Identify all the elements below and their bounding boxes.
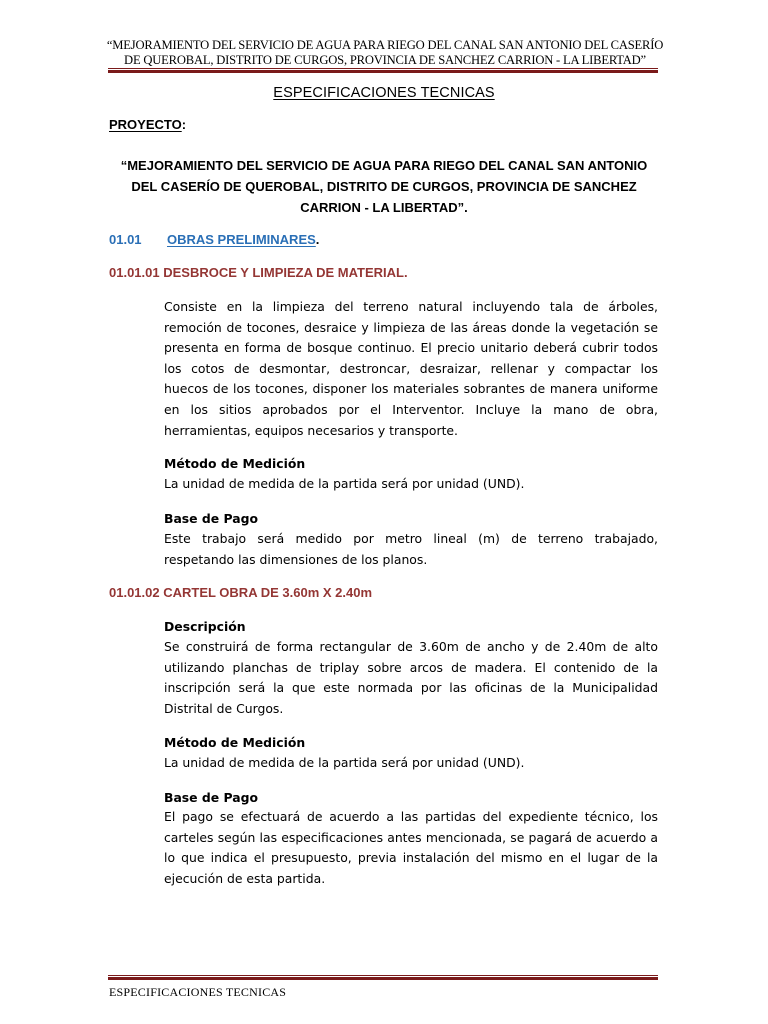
body-line: Se construirá de forma rectangular de 3.60m de ancho y de 2.40m de alto [164, 639, 658, 654]
body-line: herramientas, equipos necesarios y transporte. [164, 422, 458, 438]
item-heading-desbroce: 01.01.01 DESBROCE Y LIMPIEZA DE MATERIAL. [109, 265, 408, 280]
running-footer: ESPECIFICACIONES TECNICAS [109, 985, 287, 999]
running-header-line-2: DE QUEROBAL, DISTRITO DE CURGOS, PROVINCIA DE SANCHEZ CARRION - LA LIBERTAD” [124, 53, 646, 67]
item1-body [164, 297, 658, 441]
item2-desc-label: Descripción [164, 619, 246, 634]
footer-rule-thin [108, 975, 658, 976]
project-name [109, 155, 659, 218]
body-line: ejecución de esta partida. [164, 870, 326, 886]
item2-pago-label: Base de Pago [164, 790, 258, 805]
project-name-line: DEL CASERÍO DE QUEROBAL, DISTRITO DE CURGOS, PROVINCIA DE SANCHEZ [131, 179, 637, 194]
section-heading: 01.01 OBRAS PRELIMINARES. [109, 232, 320, 247]
body-line: en los sitios aprobados por el Interventor. Incluye la mano de obra, [164, 401, 658, 417]
body-line: los cotos de desmontar, destroncar, desraizar, rellenar y compactar los [164, 360, 658, 376]
item2-metodo-text: La unidad de medida de la partida será por unidad (UND). [164, 755, 525, 770]
body-line: carteles según las especificaciones antes mencionada, se pagará de acuerdo a [164, 829, 658, 845]
item-heading-cartel: 01.01.02 CARTEL OBRA DE 3.60m X 2.40m [109, 585, 373, 600]
body-line: Consiste en la limpieza del terreno natural incluyendo tala de árboles, [164, 299, 658, 314]
item1-pago-label: Base de Pago [164, 511, 258, 526]
project-name-line: CARRION - LA LIBERTAD”. [300, 200, 468, 215]
proyecto-label: PROYECTO: [109, 117, 187, 132]
body-line: presenta en forma de bosque continuo. El precio unitario deberá cubrir todos [164, 340, 658, 356]
body-line: Distrital de Curgos. [164, 700, 284, 716]
body-line: inscripción será la que este normada por las oficinas de la Municipalidad [164, 680, 658, 696]
page-title: ESPECIFICACIONES TECNICAS [273, 85, 495, 101]
item2-desc-text [164, 637, 658, 719]
body-line: huecos de los tocones, disponer los materiales sobrantes de manera uniforme [164, 381, 658, 397]
header-rule-thin [108, 68, 658, 69]
body-line: lo que indica el presupuesto, previa instalación del mismo en el lugar de la [164, 850, 658, 866]
footer-rule-thick [108, 977, 658, 980]
running-header-line-1: “MEJORAMIENTO DEL SERVICIO DE AGUA PARA RIEGO DEL CANAL SAN ANTONIO DEL CASERÍO [106, 38, 664, 52]
body-line: El pago se efectuará de acuerdo a las partidas del expediente técnico, los [164, 809, 658, 824]
project-name-line: “MEJORAMIENTO DEL SERVICIO DE AGUA PARA RIEGO DEL CANAL SAN ANTONIO [120, 158, 648, 173]
body-line: utilizando planchas de triplay sobre arcos de madera. El contenido de la [164, 659, 658, 675]
item1-metodo-text: La unidad de medida de la partida será por unidad (UND). [164, 476, 525, 491]
body-line: Este trabajo será medido por metro lineal (m) de terreno trabajado, [164, 531, 658, 546]
body-line: respetando las dimensiones de los planos. [164, 551, 428, 567]
section-name: OBRAS PRELIMINARES [167, 232, 316, 247]
section-number: 01.01 [109, 232, 142, 247]
body-line: remoción de tocones, desraice y limpieza de las áreas donde la vegetación se [164, 319, 658, 335]
item1-pago-text [164, 529, 658, 570]
item2-metodo-label: Método de Medición [164, 735, 306, 750]
header-rule-thick [108, 70, 658, 73]
item2-pago-text [164, 807, 658, 889]
item1-metodo-label: Método de Medición [164, 456, 306, 471]
